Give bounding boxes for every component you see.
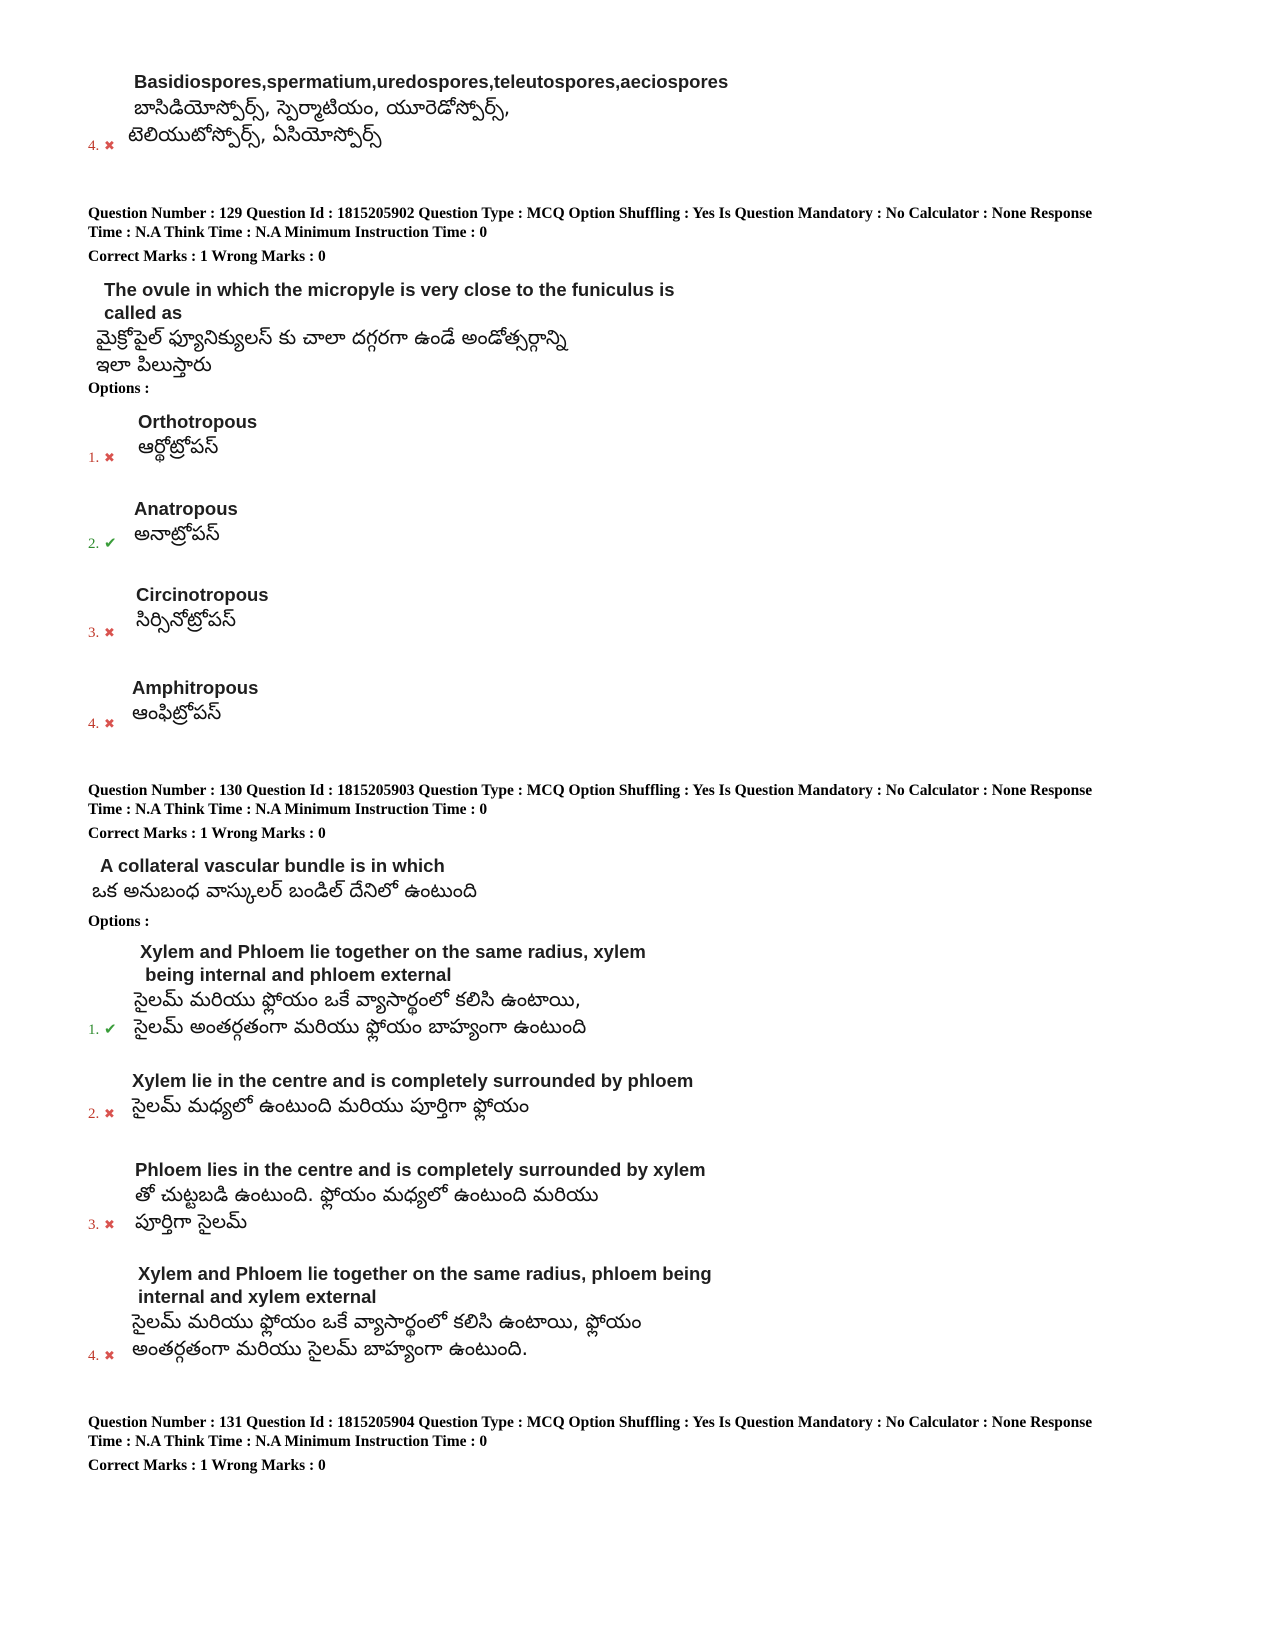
q129-option-4-text: Amphitropous ఆంఫిట్రోపస్ [132,677,259,724]
q129-option-4-number: 4. ✖ [88,716,115,732]
q129-option-3-text: Circinotropous సిర్సినోట్రోపస్ [136,584,269,631]
cross-icon: ✖ [104,626,115,641]
question-131-meta: Question Number : 131 Question Id : 1815205904 Question Type : MCQ Option Shuffling : Yes Is Question Mandatory : No Calculator : None Response Time : N.A Think Time : N.A Minimum Instruction Time : 0 [88,1414,1093,1450]
cross-icon: ✖ [104,451,115,466]
question-129-marks: Correct Marks : 1 Wrong Marks : 0 [88,248,326,265]
q128-option-4-text: Basidiospores,spermatium,uredospores,teleutospores,aeciospores బాసిడియోస్పోర్స్, స్పెర్మాటియం, యూరెడోస్పోర్స్, టెలియుటోస్పోర్స్, ఏసియోస్పోర్స్ [128,71,729,146]
q130-option-4-number: 4. ✖ [88,1348,115,1364]
q128-option-4-number: 4. ✖ [88,138,115,154]
q130-option-4-text: Xylem and Phloem lie together on the same radius, phloem being internal and xylem external సైలమ్ మరియు ఫ్లోయం ఒకే వ్యాసార్థంలో కలిసి ఉంటాయి, ఫ్లోయం అంతర్గతంగా మరియు సైలమ్ బాహ్యంగా ఉంటుంది. [132,1263,712,1360]
q130-option-3-number: 3. ✖ [88,1217,115,1233]
q130-option-3-text: Phloem lies in the centre and is completely surrounded by xylem తో చుట్టబడి ఉంటుంది. ఫ్లోయం మధ్యలో ఉంటుంది మరియు పూర్తిగా సైలమ్ [135,1159,706,1233]
q129-option-2-number: 2. ✔ [88,534,117,552]
question-129-text: The ovule in which the micropyle is very close to the funiculus is called as మైక్రోపైల్ ఫ్యూనిక్యులస్ కు చాలా దగ్గరగా ఉండే అండోత్సర్గాన్ని ఇలా పిలుస్తారు [96,279,675,376]
cross-icon: ✖ [104,717,115,732]
q130-option-1-text: Xylem and Phloem lie together on the same radius, xylem being internal and phloem external సైలమ్ మరియు ఫ్లోయం ఒకే వ్యాసార్థంలో కలిసి ఉంటాయి, సైలమ్ అంతర్గతంగా మరియు ఫ్లోయం బాహ్యంగా ఉంటుంది [134,941,646,1038]
check-icon: ✔ [104,1020,117,1038]
cross-icon: ✖ [104,1349,115,1364]
q129-option-1-text: Orthotropous ఆర్థోట్రోపస్ [138,411,258,458]
q129-option-2-text: Anatropous అనాట్రోపస్ [134,498,238,545]
cross-icon: ✖ [104,1107,115,1122]
q130-option-2-number: 2. ✖ [88,1106,115,1122]
question-130-options-label: Options : [88,913,150,930]
question-129-options-label: Options : [88,380,150,397]
cross-icon: ✖ [104,1218,115,1233]
q129-option-1-number: 1. ✖ [88,450,115,466]
question-131-marks: Correct Marks : 1 Wrong Marks : 0 [88,1457,326,1474]
question-130-marks: Correct Marks : 1 Wrong Marks : 0 [88,825,326,842]
question-129-meta: Question Number : 129 Question Id : 1815205902 Question Type : MCQ Option Shuffling : Yes Is Question Mandatory : No Calculator : None Response Time : N.A Think Time : N.A Minimum Instruction Time : 0 [88,205,1093,241]
q130-option-2-text: Xylem lie in the centre and is completely surrounded by phloem సైలమ్ మధ్యలో ఉంటుంది మరియు పూర్తిగా ఫ్లోయం [132,1070,694,1117]
question-130-meta: Question Number : 130 Question Id : 1815205903 Question Type : MCQ Option Shuffling : Yes Is Question Mandatory : No Calculator : None Response Time : N.A Think Time : N.A Minimum Instruction Time : 0 [88,782,1093,818]
cross-icon: ✖ [104,139,115,154]
check-icon: ✔ [104,534,117,552]
q129-option-3-number: 3. ✖ [88,625,115,641]
question-130-text: A collateral vascular bundle is in which ఒక అనుబంధ వాస్కులర్ బండిల్ దేనిలో ఉంటుంది [92,855,478,902]
q130-option-1-number: 1. ✔ [88,1020,117,1038]
